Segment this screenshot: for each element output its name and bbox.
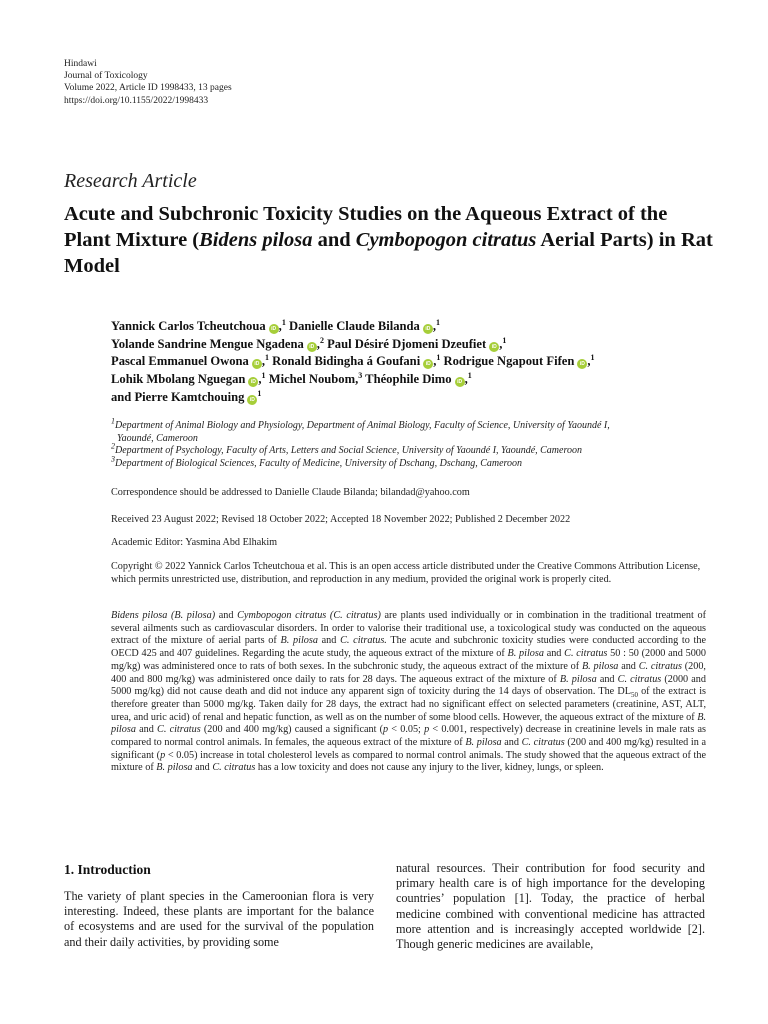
- species-name: C. citratus: [157, 724, 201, 736]
- abstract-text: and: [135, 724, 158, 736]
- affiliation-text: Yaoundé, Cameroon: [117, 432, 198, 444]
- p-value-symbol: p: [383, 724, 389, 736]
- author-name[interactable]: Paul Désiré Djomeni Dzeufiet: [327, 336, 487, 351]
- author-line: [111, 389, 721, 407]
- author-name[interactable]: Rodrigue Ngapout Fifen: [443, 354, 575, 369]
- affiliation-number: 1: [111, 416, 115, 426]
- author-conjunction: and: [111, 389, 132, 404]
- academic-editor: Academic Editor: Yasmina Abd Elhakim: [111, 537, 278, 548]
- title-part-2: and: [312, 229, 356, 251]
- abstract-text: has a low toxicity and does not cause any injury to the liver, kidney, lungs, or spleen.: [255, 762, 604, 774]
- article-type: Research Article: [64, 170, 197, 192]
- orcid-icon[interactable]: iD: [269, 324, 279, 334]
- article-title: [64, 201, 714, 279]
- species-name: C. citratus.: [340, 635, 387, 647]
- subscript: 50: [630, 691, 638, 700]
- affiliations: [111, 416, 711, 470]
- affiliation-text: Department of Biological Sciences, Faculty of Medicine, University of Dschang, Dschang, Cameroon: [115, 457, 523, 469]
- species-name: C. citratus: [564, 648, 608, 660]
- p-value-symbol: p: [424, 724, 430, 736]
- author-affiliation-number: 1: [502, 335, 507, 345]
- section-heading-introduction: 1. Introduction: [64, 862, 151, 877]
- species-name: B. pilosa: [465, 737, 502, 749]
- species-name: Cymbopogon citratus (C. citratus): [237, 610, 381, 621]
- publication-dates: Received 23 August 2022; Revised 18 October 2022; Accepted 18 November 2022; Published 2 December 2022: [111, 514, 571, 525]
- author-affiliation-number: 1: [257, 388, 262, 398]
- title-species-2: Cymbopogon citratus: [355, 229, 537, 251]
- journal-name: Journal of Toxicology: [64, 71, 148, 82]
- author-name[interactable]: Michel Noubom: [268, 372, 356, 387]
- intro-column-right: natural resources. Their contribution for food security and primary health care is of high importance for the developing countries’ population [1]. Today, the practice of herbal medicine combined with conventional medicine has attracted more attention and is increasingly accepted worldwide [2]. Though generic medicines are available,: [396, 861, 705, 952]
- journal-header: [64, 58, 232, 107]
- species-name: Bidens pilosa (B. pilosa): [111, 610, 216, 621]
- abstract-text: and: [192, 762, 213, 774]
- species-name: C. citratus: [638, 660, 682, 672]
- abstract-text: and: [596, 673, 618, 685]
- abstract-text: < 0.05) increase in total cholesterol levels as compared to normal control animals. The study showed that the aqueous extract of the mixture of: [111, 749, 706, 774]
- author-line: Lohik Mbolang Nguegan iD ,$^1$ Michel Noubom,$^3$ Théophile Dimo iD ,$^1$: [111, 370, 472, 387]
- orcid-icon[interactable]: iD: [423, 324, 433, 334]
- author-affiliation-number: 1: [436, 317, 440, 327]
- orcid-icon[interactable]: iD: [247, 395, 257, 405]
- abstract-text: and: [501, 737, 522, 749]
- abstract-text: 50 : 50 (2000 and 5000 mg/kg) was administered once to rats of both sexes. In the subchronic study, the aqueous extract of the mixture of: [111, 648, 706, 672]
- orcid-icon[interactable]: iD: [577, 359, 587, 369]
- copyright-notice: Copyright © 2022 Yannick Carlos Tcheutchoua et al. This is an open access article distributed under the Creative Commons Attribution License, which permits unrestricted use, distribution, and reproduction in any medium, provided the original work is properly cited.: [111, 561, 701, 585]
- orcid-icon[interactable]: iD: [489, 342, 499, 352]
- doi-link[interactable]: https://doi.org/10.1155/2022/1998433: [64, 95, 209, 106]
- abstract-text: (2000 and 5000 mg/kg) did not cause death and did not induce any apparent sign of toxicity during the 14 days of observation. The DL: [111, 673, 706, 698]
- author-line: Yolande Sandrine Mengue Ngadena iD ,$^2$ Paul Désiré Djomeni Dzeufiet iD ,$^1$: [111, 335, 507, 351]
- author-affiliation-number: 3: [358, 370, 363, 380]
- abstract-text: (200, 400 and 800 mg/kg) was administered once daily to rats for 28 days. The aqueous extract of the mixture of: [111, 660, 706, 685]
- orcid-icon[interactable]: iD: [252, 359, 262, 369]
- affiliation-text: Department of Animal Biology and Physiology, Department of Animal Biology, Faculty of Science, University of Yaoundé I,: [115, 420, 610, 431]
- author-affiliation-number: 1: [281, 317, 286, 327]
- title-species-1: Bidens pilosa: [199, 229, 313, 251]
- orcid-icon[interactable]: iD: [423, 359, 433, 369]
- affiliation-2: [111, 441, 711, 458]
- author-name[interactable]: Danielle Claude Bilanda: [288, 319, 420, 333]
- author-affiliation-number: 1: [436, 353, 441, 363]
- abstract-text: < 0.05;: [388, 724, 425, 736]
- author-name[interactable]: Pascal Emmanuel Owona: [111, 354, 249, 369]
- p-value-symbol: p: [160, 749, 166, 761]
- author-name[interactable]: Yolande Sandrine Mengue Ngadena: [111, 336, 304, 351]
- abstract-text: of the extract is therefore greater than 5000 mg/kg. Taken daily for 28 days, the extract had no significant effect on selected parameters (creatinine, AST, ALT, urea, and uric acid) of renal and hepatic function, as well as on the number of some blood cells. However, the aqueous extract of the mixture of: [111, 686, 706, 723]
- affiliation-1: [111, 416, 711, 445]
- abstract-text: and: [215, 610, 238, 621]
- abstract-text: (200 and 400 mg/kg) caused a significant (: [200, 724, 383, 736]
- species-name: B. pilosa: [156, 762, 193, 774]
- species-name: C. citratus: [212, 762, 256, 774]
- abstract-text: < 0.001, respectively) decrease in creatinine levels in male rats as compared to normal control animals. In females, the aqueous extract of the mixture of: [111, 724, 706, 749]
- publisher-name: Hindawi: [64, 59, 97, 69]
- affiliation-number: 2: [111, 441, 115, 451]
- author-name[interactable]: Théophile Dimo: [365, 372, 452, 387]
- volume-info: Volume 2022, Article ID 1998433, 13 pages: [64, 83, 232, 94]
- affiliation-3: [111, 454, 711, 471]
- title-part-1: Acute and Subchronic Toxicity Studies on the Aqueous Extract of the Plant Mixture (: [64, 203, 668, 251]
- species-name: B. pilosa: [280, 635, 318, 647]
- abstract-text: The acute and subchronic toxicity studies were conducted according to the OECD 425 and 407 guidelines. Regarding the acute study, the aqueous extract of the mixture of: [111, 635, 706, 660]
- author-name[interactable]: Pierre Kamtchouing: [134, 389, 245, 404]
- abstract: [111, 610, 706, 775]
- abstract-text: and: [317, 635, 341, 647]
- abstract-text: are plants used individually or in combination in the traditional treatment of several ailments such as cardiovascular disorders. In order to valorise their traditional use, a toxicological study was conducted on the aqueous extract of the mixture of aerial parts of: [111, 610, 706, 647]
- orcid-icon[interactable]: iD: [455, 377, 465, 387]
- author-affiliation-number: 1: [467, 370, 472, 380]
- abstract-text: and: [543, 648, 565, 660]
- intro-column-left: The variety of plant species in the Cameroonian flora is very interesting. Indeed, these plants are important for the balance of ecosystems and are used for the survival of the population and their daily activities, by providing some: [64, 889, 374, 949]
- correspondence: Correspondence should be addressed to Danielle Claude Bilanda; bilandad@yahoo.com: [111, 487, 470, 498]
- author-name[interactable]: Yannick Carlos Tcheutchoua: [111, 319, 266, 333]
- author-affiliation-number: 1: [261, 370, 266, 380]
- author-affiliation-number: 1: [590, 353, 595, 363]
- species-name: C. citratus: [617, 673, 662, 685]
- affiliation-number: 3: [111, 454, 115, 464]
- species-name: B. pilosa: [507, 648, 544, 660]
- author-line: Yannick Carlos Tcheutchoua iD ,$^1$ Danielle Claude Bilanda iD ,$^1$: [111, 317, 440, 333]
- orcid-icon[interactable]: iD: [248, 377, 258, 387]
- title-part-3: Aerial Parts) in Rat Model: [64, 229, 713, 277]
- author-name[interactable]: Lohik Mbolang Nguegan: [111, 372, 246, 387]
- abstract-text: (200 and 400 mg/kg) resulted in a significant (: [111, 737, 706, 761]
- author-list: [111, 318, 721, 407]
- species-name: C. citratus: [521, 737, 565, 749]
- orcid-icon[interactable]: iD: [307, 342, 317, 352]
- affiliation-text: Department of Psychology, Faculty of Arts, Letters and Social Science, University of Yaoundé I, Yaoundé, Cameroon: [115, 445, 582, 457]
- author-affiliation-number: 1: [265, 353, 269, 363]
- abstract-text: and: [618, 660, 639, 672]
- species-name: B. pilosa: [559, 673, 597, 685]
- species-name: B. pilosa: [111, 711, 706, 736]
- author-name[interactable]: Ronald Bidingha á Goufani: [272, 354, 421, 369]
- author-line: Pascal Emmanuel Owona iD ,$^1$ Ronald Bidingha á Goufani iD ,$^1$ Rodrigue Ngapout Fifen iD ,$^1$: [111, 353, 595, 369]
- species-name: B. pilosa: [581, 660, 619, 672]
- author-affiliation-number: 2: [319, 335, 324, 345]
